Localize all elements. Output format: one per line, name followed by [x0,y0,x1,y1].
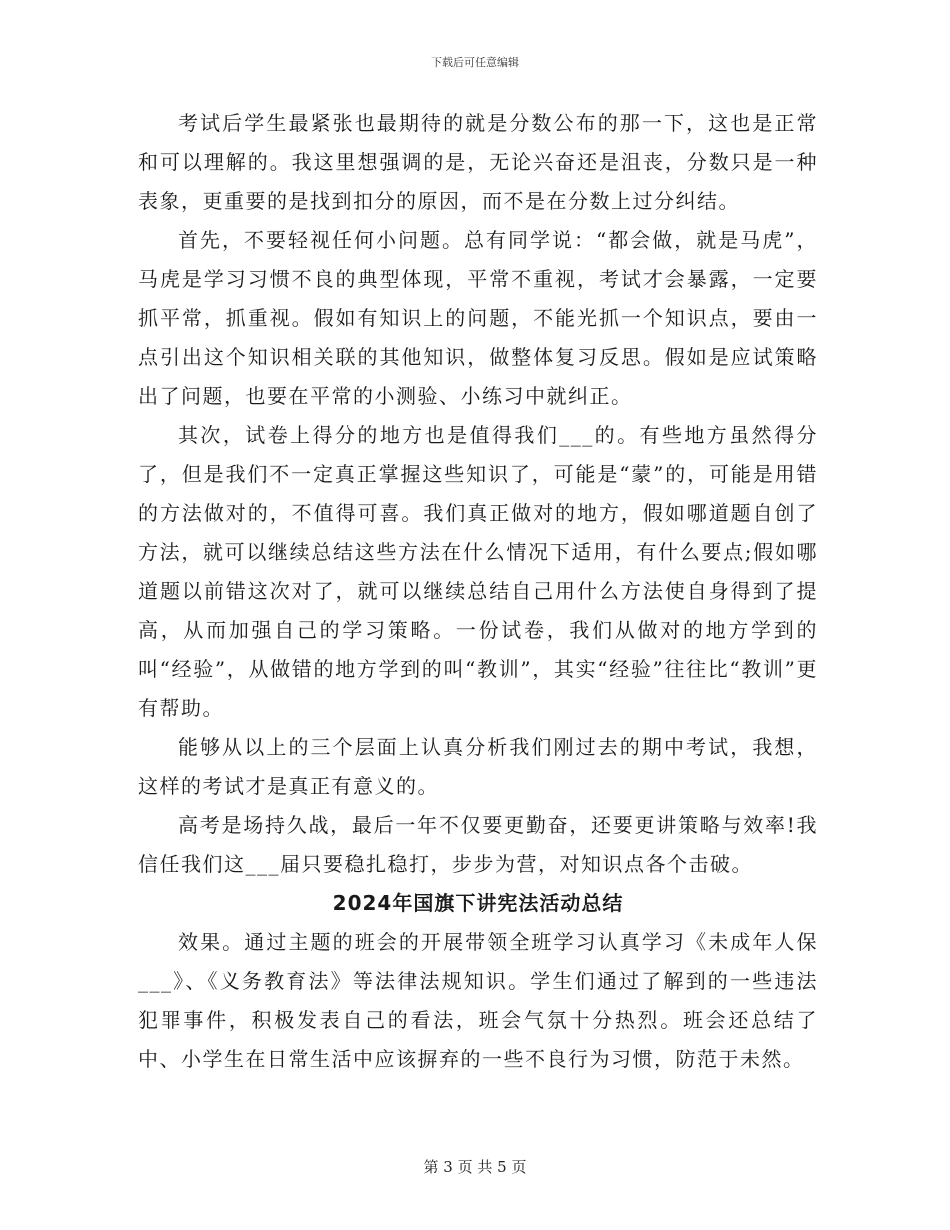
document-body [138,104,818,1079]
page-number-footer: 第 3 页 共 5 页 [423,1158,527,1176]
header-note: 下载后可任意编辑 [431,56,519,69]
paragraph-small-problems: 首先，不要轻视任何小问题。总有同学说：“都会做，就是马虎”，马虎是学习习惯不良的典型体现，平常不重视，考试才会暴露，一定要抓平常，抓重视。假如有知识上的问题，不能光抓一个知识点，要由一点引出这个知识相关联的其他知识，做整体复习反思。假如是应试策略出了问题，也要在平常的小测验、小练习中就纠正。 [138,228,818,408]
paragraph-meaningful-exam: 能够从以上的三个层面上认真分析我们刚过去的期中考试，我想，这样的考试才是真正有意义的。 [138,735,818,798]
paragraph-gaokao: 高考是场持久战，最后一年不仅要更勤奋，还要更讲策略与效率!我信任我们这___届只要稳扎稳打，步步为营，对知识点各个击破。 [138,813,818,876]
paragraph-scored-points: 其次，试卷上得分的地方也是值得我们___的。有些地方虽然得分了，但是我们不一定真正掌握这些知识了，可能是“蒙”的，可能是用错的方法做对的，不值得可喜。我们真正做对的地方，假如哪道题自创了方法，就可以继续总结这些方法在什么情况下适用，有什么要点;假如哪道题以前错这次对了，就可以继续总结自己用什么方法使自身得到了提高，从而加强自己的学习策略。一份试卷，我们从做对的地方学到的叫“经验”，从做错的地方学到的叫“教训”，其实“经验”往往比“教训”更有帮助。 [138,423,818,720]
paragraph-constitution-summary: 效果。通过主题的班会的开展带领全班学习认真学习《未成年人保___》、《义务教育法》等法律法规知识。学生们通过了解到的一些违法犯罪事件，积极发表自己的看法，班会气氛十分热烈。班会还总结了中、小学生在日常生活中应该摒弃的一些不良行为习惯，防范于未然。 [138,930,818,1071]
paragraph-score-anxiety: 考试后学生最紧张也最期待的就是分数公布的那一下，这也是正常和可以理解的。我这里想强调的是，无论兴奋还是沮丧，分数只是一种表象，更重要的是找到扣分的原因，而不是在分数上过分纠结。 [138,111,818,213]
section-title: 2024年国旗下讲宪法活动总结 [332,891,624,915]
